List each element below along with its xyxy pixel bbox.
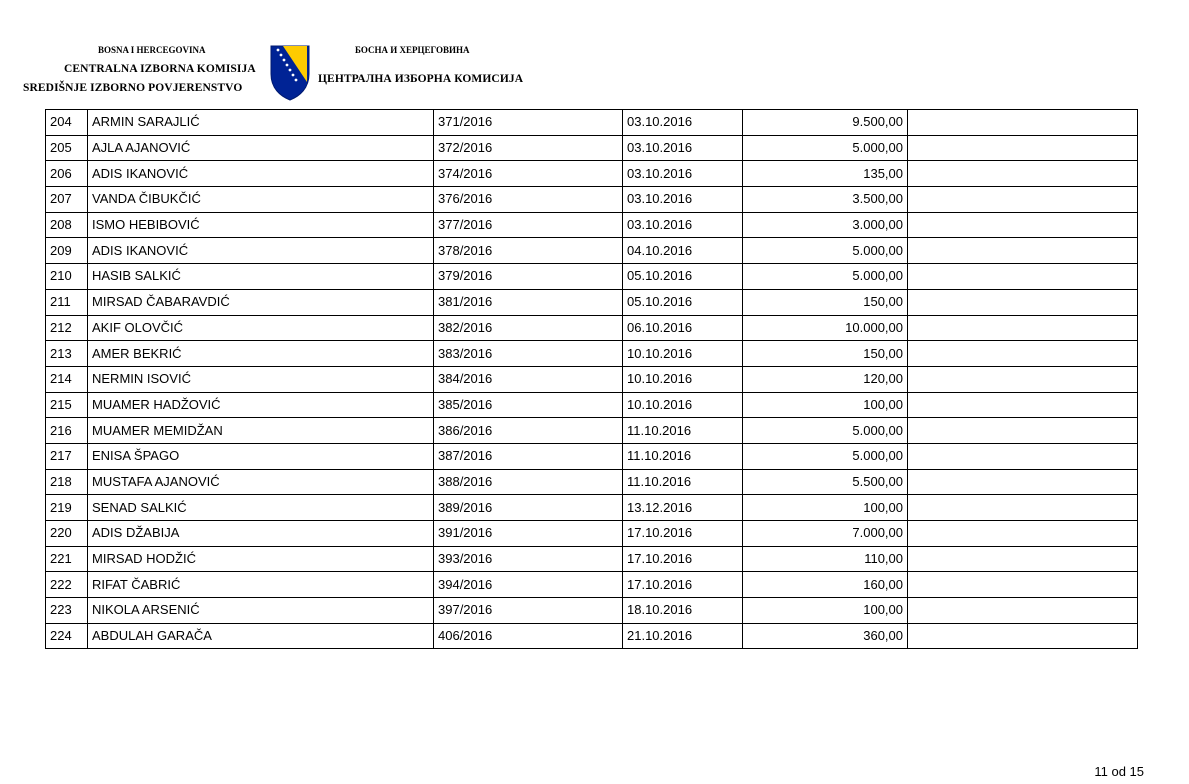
document-number-cell: 377/2016	[434, 212, 623, 238]
table-row	[46, 521, 1138, 547]
row-number-cell: 224	[46, 623, 88, 649]
name-cell: ISMO HEBIBOVIĆ	[88, 212, 434, 238]
amount-cell: 100,00	[743, 598, 908, 624]
amount-cell: 5.000,00	[743, 135, 908, 161]
row-number-cell: 206	[46, 161, 88, 187]
name-cell: ENISA ŠPAGO	[88, 443, 434, 469]
table-row	[46, 264, 1138, 290]
date-cell: 03.10.2016	[623, 161, 743, 187]
amount-cell: 9.500,00	[743, 110, 908, 136]
table-row	[46, 161, 1138, 187]
table-row	[46, 315, 1138, 341]
amount-cell: 5.000,00	[743, 418, 908, 444]
document-number-cell: 379/2016	[434, 264, 623, 290]
document-number-cell: 372/2016	[434, 135, 623, 161]
name-cell: AKIF OLOVČIĆ	[88, 315, 434, 341]
document-number-cell: 406/2016	[434, 623, 623, 649]
document-number-cell: 386/2016	[434, 418, 623, 444]
date-cell: 05.10.2016	[623, 264, 743, 290]
document-number-cell: 397/2016	[434, 598, 623, 624]
table-row	[46, 289, 1138, 315]
table-row	[46, 366, 1138, 392]
remarks-cell	[908, 418, 1138, 444]
table-row	[46, 469, 1138, 495]
date-cell: 17.10.2016	[623, 546, 743, 572]
row-number-cell: 209	[46, 238, 88, 264]
donations-table	[45, 109, 1138, 649]
date-cell: 11.10.2016	[623, 418, 743, 444]
latin-commission-name: CENTRALNA IZBORNA KOMISIJA	[64, 63, 256, 75]
amount-cell: 100,00	[743, 392, 908, 418]
name-cell: NERMIN ISOVIĆ	[88, 366, 434, 392]
name-cell: ADIS DŽABIJA	[88, 521, 434, 547]
remarks-cell	[908, 366, 1138, 392]
name-cell: MIRSAD HODŽIĆ	[88, 546, 434, 572]
document-header	[0, 0, 1189, 108]
amount-cell: 360,00	[743, 623, 908, 649]
date-cell: 10.10.2016	[623, 392, 743, 418]
row-number-cell: 221	[46, 546, 88, 572]
amount-cell: 120,00	[743, 366, 908, 392]
latin-commission-alt-name: SREDIŠNJE IZBORNO POVJERENSTVO	[23, 82, 243, 94]
remarks-cell	[908, 135, 1138, 161]
document-number-cell: 381/2016	[434, 289, 623, 315]
remarks-cell	[908, 289, 1138, 315]
table-row	[46, 110, 1138, 136]
remarks-cell	[908, 238, 1138, 264]
name-cell: MUSTAFA AJANOVIĆ	[88, 469, 434, 495]
amount-cell: 5.000,00	[743, 238, 908, 264]
table-row	[46, 341, 1138, 367]
row-number-cell: 205	[46, 135, 88, 161]
date-cell: 03.10.2016	[623, 135, 743, 161]
date-cell: 03.10.2016	[623, 212, 743, 238]
remarks-cell	[908, 392, 1138, 418]
row-number-cell: 207	[46, 187, 88, 213]
name-cell: ARMIN SARAJLIĆ	[88, 110, 434, 136]
document-number-cell: 371/2016	[434, 110, 623, 136]
name-cell: NIKOLA ARSENIĆ	[88, 598, 434, 624]
remarks-cell	[908, 546, 1138, 572]
page-indicator: 11 od 15	[1094, 764, 1144, 779]
name-cell: MIRSAD ČABARAVDIĆ	[88, 289, 434, 315]
row-number-cell: 219	[46, 495, 88, 521]
remarks-cell	[908, 443, 1138, 469]
date-cell: 10.10.2016	[623, 341, 743, 367]
bih-coat-of-arms-icon	[269, 44, 311, 102]
row-number-cell: 217	[46, 443, 88, 469]
cyrillic-country-name: БОСНА И ХЕРЦЕГОВИНА	[355, 45, 470, 55]
amount-cell: 110,00	[743, 546, 908, 572]
document-number-cell: 384/2016	[434, 366, 623, 392]
remarks-cell	[908, 623, 1138, 649]
name-cell: MUAMER HADŽOVIĆ	[88, 392, 434, 418]
amount-cell: 3.500,00	[743, 187, 908, 213]
table-row	[46, 623, 1138, 649]
amount-cell: 7.000,00	[743, 521, 908, 547]
name-cell: AMER BEKRIĆ	[88, 341, 434, 367]
document-number-cell: 382/2016	[434, 315, 623, 341]
name-cell: HASIB SALKIĆ	[88, 264, 434, 290]
date-cell: 21.10.2016	[623, 623, 743, 649]
date-cell: 03.10.2016	[623, 187, 743, 213]
name-cell: SENAD SALKIĆ	[88, 495, 434, 521]
row-number-cell: 216	[46, 418, 88, 444]
latin-country-name: BOSNA I HERCEGOVINA	[98, 45, 206, 55]
remarks-cell	[908, 315, 1138, 341]
amount-cell: 5.500,00	[743, 469, 908, 495]
name-cell: MUAMER MEMIDŽAN	[88, 418, 434, 444]
amount-cell: 150,00	[743, 289, 908, 315]
date-cell: 18.10.2016	[623, 598, 743, 624]
date-cell: 04.10.2016	[623, 238, 743, 264]
date-cell: 11.10.2016	[623, 469, 743, 495]
name-cell: AJLA AJANOVIĆ	[88, 135, 434, 161]
remarks-cell	[908, 110, 1138, 136]
name-cell: ADIS IKANOVIĆ	[88, 238, 434, 264]
amount-cell: 160,00	[743, 572, 908, 598]
name-cell: ADIS IKANOVIĆ	[88, 161, 434, 187]
date-cell: 05.10.2016	[623, 289, 743, 315]
amount-cell: 100,00	[743, 495, 908, 521]
remarks-cell	[908, 187, 1138, 213]
table-row	[46, 418, 1138, 444]
document-number-cell: 385/2016	[434, 392, 623, 418]
document-number-cell: 376/2016	[434, 187, 623, 213]
row-number-cell: 204	[46, 110, 88, 136]
document-number-cell: 374/2016	[434, 161, 623, 187]
name-cell: RIFAT ČABRIĆ	[88, 572, 434, 598]
remarks-cell	[908, 598, 1138, 624]
remarks-cell	[908, 469, 1138, 495]
remarks-cell	[908, 572, 1138, 598]
name-cell: ABDULAH GARAČA	[88, 623, 434, 649]
row-number-cell: 215	[46, 392, 88, 418]
amount-cell: 10.000,00	[743, 315, 908, 341]
row-number-cell: 210	[46, 264, 88, 290]
table-row	[46, 572, 1138, 598]
row-number-cell: 214	[46, 366, 88, 392]
table-row	[46, 495, 1138, 521]
table-row	[46, 443, 1138, 469]
table-row	[46, 546, 1138, 572]
row-number-cell: 220	[46, 521, 88, 547]
remarks-cell	[908, 212, 1138, 238]
table-row	[46, 598, 1138, 624]
document-number-cell: 378/2016	[434, 238, 623, 264]
remarks-cell	[908, 341, 1138, 367]
date-cell: 17.10.2016	[623, 572, 743, 598]
remarks-cell	[908, 521, 1138, 547]
table-row	[46, 135, 1138, 161]
date-cell: 03.10.2016	[623, 110, 743, 136]
table-row	[46, 392, 1138, 418]
row-number-cell: 208	[46, 212, 88, 238]
amount-cell: 150,00	[743, 341, 908, 367]
table-row	[46, 187, 1138, 213]
document-number-cell: 394/2016	[434, 572, 623, 598]
date-cell: 11.10.2016	[623, 443, 743, 469]
date-cell: 06.10.2016	[623, 315, 743, 341]
document-number-cell: 387/2016	[434, 443, 623, 469]
remarks-cell	[908, 264, 1138, 290]
table-row	[46, 238, 1138, 264]
date-cell: 10.10.2016	[623, 366, 743, 392]
table-row	[46, 212, 1138, 238]
row-number-cell: 212	[46, 315, 88, 341]
document-number-cell: 383/2016	[434, 341, 623, 367]
amount-cell: 3.000,00	[743, 212, 908, 238]
row-number-cell: 213	[46, 341, 88, 367]
row-number-cell: 211	[46, 289, 88, 315]
document-number-cell: 391/2016	[434, 521, 623, 547]
name-cell: VANDA ČIBUKČIĆ	[88, 187, 434, 213]
row-number-cell: 223	[46, 598, 88, 624]
amount-cell: 5.000,00	[743, 264, 908, 290]
date-cell: 13.12.2016	[623, 495, 743, 521]
document-number-cell: 389/2016	[434, 495, 623, 521]
date-cell: 17.10.2016	[623, 521, 743, 547]
row-number-cell: 222	[46, 572, 88, 598]
cyrillic-commission-name: ЦЕНТРАЛНА ИЗБОРНА КОМИСИЈА	[318, 73, 524, 85]
document-number-cell: 388/2016	[434, 469, 623, 495]
remarks-cell	[908, 495, 1138, 521]
table-body	[46, 110, 1138, 649]
amount-cell: 135,00	[743, 161, 908, 187]
row-number-cell: 218	[46, 469, 88, 495]
remarks-cell	[908, 161, 1138, 187]
amount-cell: 5.000,00	[743, 443, 908, 469]
document-number-cell: 393/2016	[434, 546, 623, 572]
